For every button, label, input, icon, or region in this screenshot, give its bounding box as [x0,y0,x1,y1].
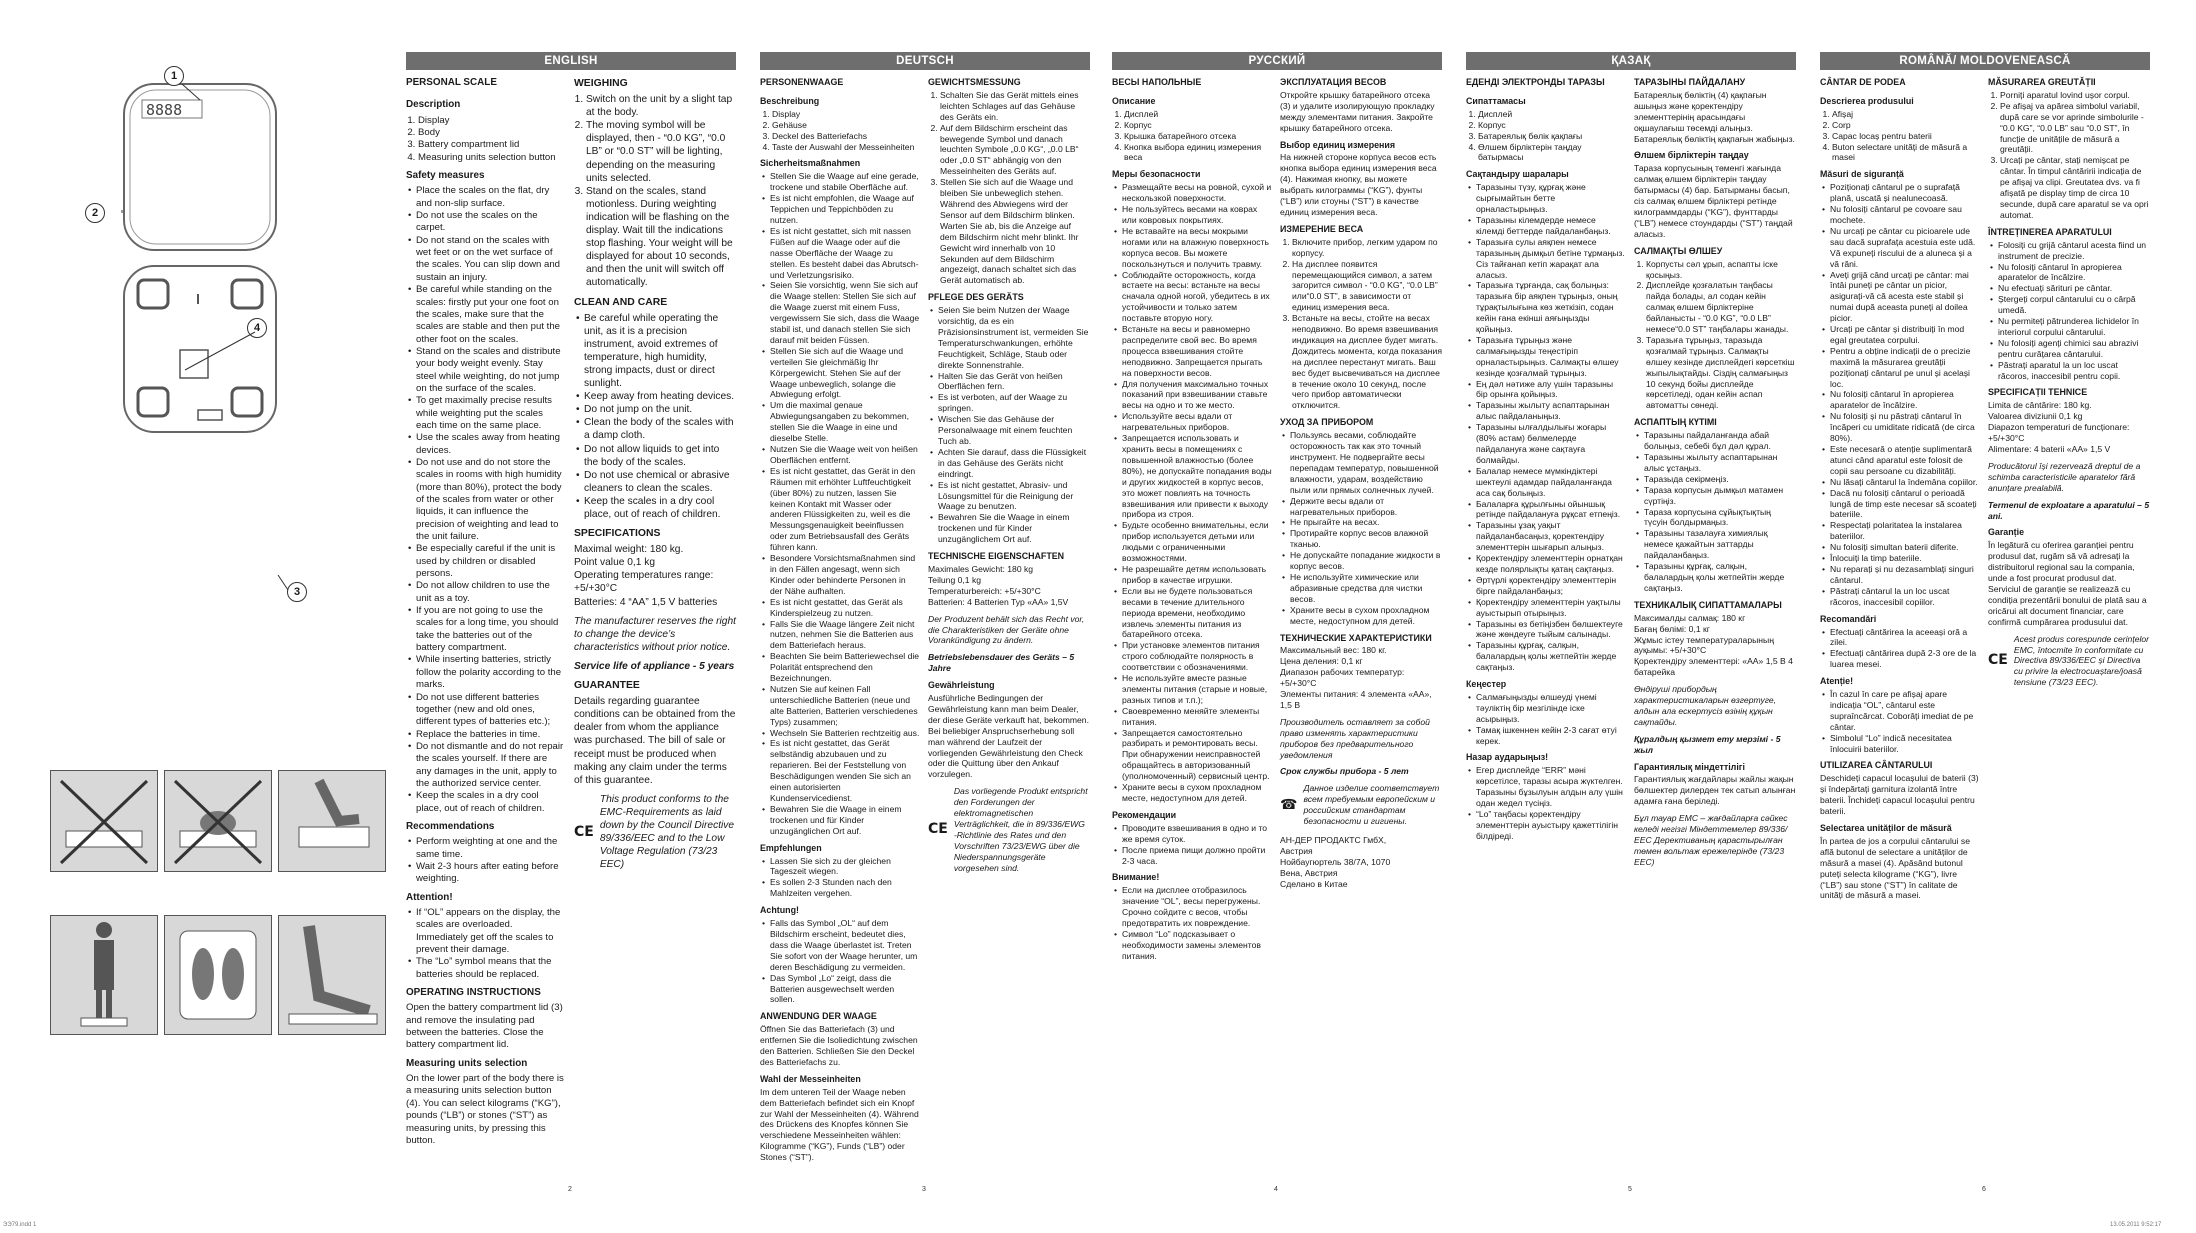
en-operating-text: Open the battery compartment lid (3) and remove the insulating pad between the batteries. Close the battery compartment lid. [406,1002,563,1051]
header-english: ENGLISH [406,52,736,70]
page-number: 2 [568,1186,572,1193]
en-spec-heading: SPECIFICATIONS [574,528,661,540]
page-number: 4 [1274,1186,1278,1193]
russian-col-2: ЭКСПЛУАТАЦИЯ ВЕСОВ Откройте крышку батарейного отсека (3) и удалите изолирующую прокладку между элементами питания. Закройте крышку батарейного отсека. Выбор единиц измерения На нижней стороне корпуса весов есть кнопка выбора единиц измерения веса (4). Нажимая кнопку, вы можете выбрать килограммы (“KG”), фунты (“LB”) или стоуны (“ST”) в качестве единиц измерения веса. ИЗМЕРЕНИЕ ВЕСА 1. Включите прибор, легким ударом по корпусу. 2. На дисплее появится перемещающийся символ, а затем загорится символ - “0.0 KG”, “0.0 LB” или“0.0 ST”, в зависимости от единиц измерения веса. 3. Встаньте на весы, стойте на весах неподвижно. Во время взвешивания индикация на дисплее будет мигать. Дождитесь момента, когда показания на дисплее перестанут мигать. Ваш вес будет высвечиваться на дисплее в течение около 10 секунд, после чего прибор автоматически отключится. УХОД ЗА ПРИБОРОМ • Пользуясь весами, соблюдайте осторожность так как это точный инструмент. Не подвергайте весы перепадам температур, повышенной влажности, ударам, воздействию пыли или прямых солнечных лучей. • Держите весы вдали от нагревательных приборов. • Не прыгайте на весах. • Протирайте корпус весов влажной тканью. • Не допускайте попадание жидкости в корпус весов. • Не используйте химические или абразивные средства для чистки весов. • Храните весы в сухом прохладном месте, недоступном для детей. ТЕХНИЧЕСКИЕ ХАРАКТЕРИСТИКИ Максимальный вес: 180 кг. Цена деления: 0,1 кг Диапазон рабочих температур: +5/+30°C Элементы питания: 4 элемента «AA», 1,5 В Производитель оставляет за собой право изменять характеристики приборов без предварительного уведомления Срок службы прибора - 5 лет ☎ Данное изделие соответствует всем требуемым европейским и российским стандартам безопасности и гигиены. АН-ДЕР ПРОДАКТС ГмбХ, Австрия Нойбаугюртель 38/7А, 1070 Вена, Австрия Сделано в Китае [1280,77,1442,890]
ce-mark-icon: CE [1988,652,2008,669]
header-russian: РУССКИЙ [1112,52,1442,70]
en-weighing-heading: WEIGHING [574,78,628,89]
page-number: 3 [922,1186,926,1193]
de-title: PERSONENWAAGE [760,77,844,87]
footer-left: ЭЭ79.indd 1 [3,1222,37,1228]
callout-3: 3 [287,582,307,602]
russian-col-1: ВЕСЫ НАПОЛЬНЫЕ Описание 1. Дисплей 2. Корпус 3. Крышка батарейного отсека 4. Кнопка выбора единиц измерения веса Меры безопасности • Размещайте весы на ровной, сухой и нескользкой поверхности. • Не пользуйтесь весами на коврах или ковровых покрытиях. • Не вставайте на весы мокрыми ногами или на влажную поверхность корпуса весов. Вы можете поскользнуться и получить травму. • Соблюдайте осторожность, когда встаете на весы: встаньте на весы сначала одной ногой, убедитесь в их устойчивости и только затем поставьте вторую ногу. • Встаньте на весы и равномерно распределите свой вес. Во время процесса взвешивания стойте неподвижно. Запрещается прыгать на поверхности весов. • Для получения максимально точных показаний при взвешивании ставьте весы на одно и то же место. • Используйте весы вдали от нагревательных приборов. • Запрещается использовать и хранить весы в помещениях с повышенной влажностью (более 80%), не допускайте попадания воды и других жидкостей в корпус весов, это может повлиять на точность взвешивания или привести к выходу прибора из строя. • Будьте особенно внимательны, если прибор используется детьми или людьми с ограниченными возможностями. • Не разрешайте детям использовать прибор в качестве игрушки. • Если вы не будете пользоваться весами в течение длительного периода времени, необходимо извлечь элементы питания из батарейного отсека. • При установке элементов питания строго соблюдайте полярность в соответствии с обозначениями. • Не используйте вместе разные элементы питания (старые и новые, разных типов и т.п.); • Своевременно меняйте элементы питания. • Запрещается самостоятельно разбирать и ремонтировать весы. При обнаружении неисправностей обращайтесь в авторизованный (уполномоченный) сервисный центр. • Храните весы в сухом прохладном месте, недоступном для детей. Рекомендации • Проводите взвешивания в одно и то же время суток. • После приема пищи должно пройти 2-3 часа. Внимание! • Если на дисплее отобразилось значение “OL”, весы перегружены. Срочно сойдите с весов, чтобы предотвратить их повреждение. • Символ “Lo” подсказывает о необходимости замены элементов питания. [1112,77,1272,968]
foot-step-pictogram [278,915,386,1035]
en-safety-list: • Place the scales on the flat, dry and non-slip surface. • Do not use the scales on the carpet. • Do not stand on the scales with wet feet or on the wet surface of the scales. You can slip down and sustain an injury. • Be careful while standing on the scales: firstly put your one foot on the scales, make sure that the scales are stable and then put the other foot on the scales. • Stand on the scales and distribute your body weight evenly. Stay steel while weighting, do not jump on the surface of the scales. • To get maximally precise results while weighting put the scales each time on the same place. • Use the scales away from heating devices. • Do not use and do not store the scales in rooms with high humidity (more than 80%), protect the body of the scales from water or other liquids, it can influence the precision of weighting and lead to the unit failure. • Be especially careful if the unit is used by children or disabled persons. • Do not allow children to use the unit as a toy. • If you are not going to use the scales for a long time, you should take the batteries out of the battery compartment. • While inserting batteries, strictly follow the polarity according to the marks. • Do not use different batteries together (new and old ones, different types of batteries etc.); • Replace the batteries in time. • Do not dismantle and do not repair the scales yourself. If there are any damages in the unit, apply to the authorized service center. • Keep the scales in a dry cool place, out of reach of children. [406,185,564,815]
en-rec-heading: Recommendations [406,820,495,832]
deutsch-col-2: GEWICHTSMESSUNG 1. Schalten Sie das Gerät mittels eines leichten Schlages auf das Gehäuse des Geräts ein. 2. Auf dem Bildschirm erscheint das bewegende Symbol und danach leuchten Symbole „0.0 KG“, „0.0 LB“ oder „0.0 ST“ abhängig von den Messeinheiten des Geräts auf. 3. Stellen Sie sich auf die Waage und bleiben Sie unbeweglich stehen. Während des Abwiegens wird der Sensor auf dem Bildschirm blinken. Warten Sie ab, bis die Anzeige auf dem Bildschirm nicht mehr blinkt. Ihr Gewicht wird innerhalb von 10 Sekunden auf dem Bildschirm angezeigt, danach schaltet sich das Gerät automatisch ab. PFLEGE DES GERÄTS • Seien Sie beim Nutzen der Waage vorsichtig, da es ein Präzisionsinstrument ist, vermeiden Sie Temperaturschwankungen, erhöhte Feuchtigkeit, Schläge, Staub oder direkte Sonnenstrahle. • Halten Sie das Gerät von heißen Oberflächen fern. • Es ist verboten, auf der Waage zu springen. • Wischen Sie das Gehäuse der Personalwaage mit einem feuchten Tuch ab. • Achten Sie darauf, dass die Flüssigkeit in das Gehäuse des Geräts nicht eindringt. • Es ist nicht gestattet, Abrasiv- und Lösungsmittel für die Reinigung der Waage zu benutzen. • Bewahren Sie die Waage in einem trockenen und für Kinder unzugänglichem Ort auf. TECHNISCHE EIGENSCHAFTEN Maximales Gewicht: 180 kg Teilung 0,1 kg Temperaturbereich: +5/+30°C Batterien: 4 Batterien Typ «AA» 1,5V Der Produzent behält sich das Recht vor, die Charakteristiken der Geräte ohne Vorankündigung zu ändern. Betriebslebensdauer des Geräts – 5 Jahre Gewährleistung Ausführliche Bedingungen der Gewährleistung kann man beim Dealer, der diese Geräte verkauft hat, bekommen. Bei beliebiger Anspruchserhebung soll man während der Laufzeit der vorliegenden Gewährleistung den Check oder die Quittung über den Ankauf vorzulegen. CE Das vorliegende Produkt entspricht den Forderungen der elektromagnetischen Verträglichkeit, die in 89/336/EWG -Richtlinie des Rates und den Vorschriften 73/23/EWG über die Niederspannungsgeräte vorgesehen sind. [928,77,1090,874]
leader-lines [100,70,300,610]
en-guarantee-heading: GUARANTEE [574,680,640,692]
footer-right: 13.05.2011 9:52:17 [2110,1222,2162,1228]
callout-2: 2 [85,203,105,223]
feet-on-scale-pictogram [278,770,386,872]
en-desc-heading: Description [406,99,461,111]
illustration-page [0,0,301,1233]
header-deutsch: DEUTSCH [760,52,1090,70]
ce-mark-icon: CE [574,823,594,840]
ce-mark-icon: CE [928,821,948,838]
kazakh-col-2: ТАРАЗЫНЫ ПАЙДАЛАНУ Батареялық бөліктің (4) қақпағын ашыңыз және қоректендіру элементтерінің арасындағы оқшаулағыш төсемді алыңыз. Батареялық бөліктің қақпағын жабыңыз. Өлшем бірліктерін таңдау Тараза корпусының төменгі жағында салмақ өлшем бірліктерін таңдау батырмасы (4) бар. Батырманы басып, сіз салмақ өлшем бірліктері ретінде килограммдарды (“KG”), фунттарды (“LB”) немесе стоундарды (“ST”) таңдай аласыз. САЛМАҚТЫ ӨЛШЕУ 1. Корпусты сәл ұрып, аспапты іске қосыңыз. 2. Дисплейде қозғалатын таңбасы пайда болады, ал содан кейін салмақ өлшем бірліктеріне байланысты - “0.0 KG”, “0.0 LB” немесе“0.0 ST” таңбалары жанады. 3. Таразыға тұрыңыз, таразыда қозғалмай тұрыңыз. Салмақты өлшеу кезінде дисплейдегі көрсеткіш жыпылықтайды. Сіздің салмағыңыз 10 секунд бойы дисплейде көрсетіледі, одан кейін аспап автоматты сөнеді. АСПАПТЫҢ КҮТІМІ • Таразыны пайдаланғанда абай болыңыз, себебі бұл дәл құрал. • Таразыны жылыту аспаптарынан алыс ұстаңыз. • Таразыда секірмеңіз. • Тараза корпусын дымқыл матамен сүртіңіз. • Тараза корпусына сұйықтықтың түсуін болдырмаңыз. • Таразыны тазалауға химиялық немесе қажайтын заттарды пайдаланбаңыз. • Таразыны құрғақ, салқын, балалардың қолы жетпейтін жерде сақтаңыз. ТЕХНИКАЛЫҚ СИПАТТАМАЛАРЫ Максималды салмақ: 180 кг Бағаң бөлімі: 0,1 кг Жұмыс істеу температураларының ауқымы: +5/+30°C Қоректендіру элементтері: «АА» 1,5 В 4 батарейка Өндіруші прибордың характеристикаларын өзгертуге, алдын ала ескертусіз өзінің құқын сақтайды. Құралдың қызмет ету мерзімі - 5 жыл Гарантиялық міндеттілігі Гарантиялық жағдайлары жайлы жақын бөлшектер дилерден тек сатып алынған адамға ғана беріледі. Бұл тауар ЕМС – жағдайларға сәйкес келеді негізгі Міндеттемелер 89/336/ EEC Дерективаның қарастырылған төмен вольтаж ережелерінде (73/23 ЕЕС) [1634,77,1796,874]
en-care-heading: CLEAN AND CARE [574,296,668,308]
person-pictogram [50,915,158,1035]
en-service-life: Service life of appliance - 5 years [574,660,735,672]
en-desc-list: 1. Display 2. Body 3. Battery compartment lid 4. Measuring units selection button [406,115,564,164]
page-number: 6 [1982,1186,1986,1193]
en-units-heading: Measuring units selection [406,1057,528,1069]
callout-4: 4 [247,318,267,338]
en-operating-heading: OPERATING INSTRUCTIONS [406,987,541,999]
header-romanian: ROMÂNĂ/ MOLDOVENEASCĂ [1820,52,2150,70]
romanian-col-1: CÂNTAR DE PODEA Descrierea produsului 1. Afișaj 2. Corp 3. Capac locaș pentru baterii 4. Buton selectare unități de măsură a masei Măsuri de siguranță • Poziționați cântarul pe o suprafață plană, uscată și nealunecoasă. • Nu folosiți cântarul pe covoare sau mochete. • Nu urcați pe cântar cu picioarele ude sau dacă suprafața acestuia este udă. Vă expuneți riscului de a aluneca și a vă răni. • Aveți grijă când urcați pe cântar: mai întâi puneți pe cântar un picior, asigurați-vă că acesta este stabil și numai după aceasta puneți al doilea picior. • Urcați pe cântar și distribuiți în mod egal greutatea corpului. • Pentru a obține indicații de o precizie maximă la măsurarea greutății poziționați cântarul pe unul și același loc. • Nu folosiți cântarul în apropierea aparatelor de încălzire. • Nu folosiți și nu păstrați cântarul în încăperi cu umiditate ridicată (de circa 80%). • Este necesară o atenție suplimentară atunci când aparatul este folosit de copii sau persoane cu dizabilități. • Nu lăsați cântarul la îndemâna copiilor. • Dacă nu folosiți cântarul o perioadă lungă de timp este necesar să scoateți bateriile. • Respectați polaritatea la instalarea bateriilor. • Nu folosiți simultan baterii diferite. • Înlocuiți la timp bateriile. • Nu reparați și nu dezasamblați singuri cântarul. • Păstrați cântarul la un loc uscat răcoros, inaccesibil copiilor. Recomandări • Efectuați cântărirea la aceeași oră a zilei. • Efectuați cântărirea după 2-3 ore de la luarea mesei. Atenție! • În cazul în care pe afișaj apare indicația “OL”, cântarul este supraîncărcat. Coborâți imediat de pe cântar. • Simbolul “Lo” indică necesitatea înlocuirii bateriilor. UTILIZAREA CÂNTARULUI Deschideți capacul locașului de baterii (3) și îndepărtați garnitura izolantă între baterii. Închideți capacul locașului pentru baterii. Selectarea unităților de măsură În partea de jos a corpului cântarului se află butonul de selectare a unităților de măsură a masei (4). Apăsând butonul puteți selecta kilograme (“KG”), livre (“LB”) sau stone (“ST”) în calitate de unități de măsură a masei. [1820,77,1980,907]
english-col-2: WEIGHING 1. Switch on the unit by a slight tap at the body. 2. The moving symbol will be displayed, then - “0.0 KG”, “0.0 LB” or “0.0 ST” will be lighting, depending on the measuring units selected. 3. Stand on the scales, stand motionless. During weighting indication will be flashing on the display. Wait till the indications stop flashing. Your weight will be displayed for about 10 seconds, and then the unit will switch off automatically. CLEAN AND CARE • Be careful while operating the unit, as it is a precision instrument, avoid extremes of temperature, high humidity, strong impacts, dust or direct sunlight. • Keep away from heating devices. • Do not jump on the unit. • Clean the body of the scales with a damp cloth. • Do not allow liquids to get into the body of the scales. • Do not use chemical or abrasive cleaners to clean the scales. • Keep the scales in a dry cool place, out of reach of children. SPECIFICATIONS Maximal weight: 180 kg. Point value 0,1 kg Operating temperatures range: +5/+30°C Batteries: 4 “AA” 1,5 V batteries The manufacturer reserves the right to change the device’s characteristics without prior notice. Service life of appliance - 5 years GUARANTEE Details regarding guarantee conditions can be obtained from the dealer from whom the appliance was purchased. The bill of sale or receipt must be produced when making any claim under the terms of this guarantee. CE This product conforms to the EMC-Requirements as laid down by the Council Directive 89/336/EEC and to the Low Voltage Regulation (73/23 EEC) [574,77,736,871]
eac-mark-icon: ☎ [1280,796,1298,813]
kazakh-col-1: ЕДЕНДІ ЭЛЕКТРОНДЫ ТАРАЗЫ Сипаттамасы 1. Дисплей 2. Корпус 3. Батареялық бөлік қақпағы 4. Өлшем бірліктерін таңдау батырмасы Сақтандыру шаралары • Таразыны түзу, құрғақ және сырғымайтын бетте орналастырыңыз. • Таразыны кілемдерде немесе кілемді беттерде пайдаланбаңыз. • Таразыға сулы аяқпен немесе таразының дымқыл бетіне тұрмаңыз. Сіз тайғанап кетіп жарақат ала аласыз. • Таразыға тұрғанда, сақ болыңыз: таразыға бір аяқпен тұрыңыз, оның тұрақтылығына көз жеткізіп, содан кейін ғана екінші аяғыңызды қойыңыз. • Таразыға тұрыңыз және салмағыңызды теңестіріп орналастырыңыз. Салмақты өлшеу кезінде қозғалмай тұрыңыз. • Ең дәл нәтиже алу үшін таразыны бір орынға қойыңыз. • Таразыны жылыту аспаптарынан алыс пайдаланыңыз. • Таразыны ылғалдылығы жоғары (80% астам) бөлмелерде пайдалануға және сақтауға болмайды. • Балалар немесе мүмкіндіктері шектеулі адамдар пайдаланғанда аса сақ болыңыз. • Балаларға құрылғыны ойыншық ретінде пайдалануға рұқсат етпеңіз. • Таразыны ұзақ уақыт пайдаланбасаңыз, қоректендіру элементтерін шығарып алыңыз. • Қоректендіру элементтерін орнатқан кезде полярлықты қатаң сақтаңыз. • Әртүрлі қоректендіру элементтерін бірге пайдаланбаңыз; • Қоректендіру элементтерін уақтылы ауыстырып отырыңыз. • Таразыны өз бетіңізбен бөлшектеуге және жөндеуге тыйым салынады. • Таразыны құрғақ, салқын, балалардың қолы жетпейтін жерде сақтаңыз. Кеңестер • Салмағыңызды өлшеуді үнемі тәуліктің бір мезгілінде іске асырыңыз. • Тамақ ішкеннен кейін 2-3 сағат өтуі керек. Назар аударыңыз! • Егер дисплейде “ERR” мәні көрсетілсе, таразы асыра жүктелген. Таразыны бұзылуын алдын алу үшін одан жедел түсіңіз. • “Lo” таңбасы қоректендіру элементтерін ауыстыру қажеттілігін білдіреді. [1466,77,1626,848]
en-guarantee-text: Details regarding guarantee conditions can be obtained from the dealer from whom the appliance was purchased. The bill of sale or receipt must be produced when making any claim under the terms of this guarantee. [574,696,736,786]
header-kazakh: ҚАЗАҚ [1466,52,1796,70]
warning-pictogram [50,770,158,872]
en-maker-note: The manufacturer reserves the right to change the device’s characteristics without prior notice. [574,615,736,653]
en-title: PERSONAL SCALE [406,77,497,88]
en-units-text: On the lower part of the body there is a measuring units selection button (4). You can select kilograms (“KG”), pounds (“LB”) or stones (“ST”) as measuring units, by pressing this button. [406,1073,564,1146]
en-safety-heading: Safety measures [406,170,485,182]
feet-pictogram [164,915,272,1035]
english-col-1: PERSONAL SCALE Description 1. Display 2. Body 3. Battery compartment lid 4. Measuring units selection button Safety measures • Place the scales on the flat, dry and non-slip surface. • Do not use the scales on the carpet. • Do not stand on the scales with wet feet or on the wet surface of the scales. You can slip down and sustain an injury. • Be careful while standing on the scales: firstly put your one foot on the scales, make sure that the scales are stable and then put the other foot on the scales. • Stand on the scales and distribute your body weight evenly. Stay steel while weighting, do not jump on the surface of the scales. • To get maximally precise results while weighting put the scales each time on the same place. • Use the scales away from heating devices. • Do not use and do not store the scales in rooms with high humidity (more than 80%), protect the body of the scales from water or other liquids, it can influence the precision of weighting and lead to the unit failure. • Be especially careful if the unit is used by children or disabled persons. • Do not allow children to use the unit as a toy. • If you are not going to use the scales for a long time, you should take the batteries out of the battery compartment. • While inserting batteries, strictly follow the polarity according to the marks. • Do not use different batteries together (new and old ones, different types of batteries etc.); • Replace the batteries in time. • Do not dismantle and do not repair the scales yourself. If there are any damages in the unit, apply to the authorized service center. • Keep the scales in a dry cool place, out of reach of children. Recommendations • Perform weighting at one and the same time. • Wait 2-3 hours after eating before weighting. Attention! • If “OL” appears on the display, the scales are overloaded. Immediately get off the scales to prevent their damage. • The “Lo” symbol means that the batteries should be replaced. OPERATING INSTRUCTIONS Open the battery compartment lid (3) and remove the insulating pad between the batteries. Close the battery compartment lid. Measuring units selection On the lower part of the body there is a measuring units selection button (4). You can select kilograms (“KG”), pounds (“LB”) or stones (“ST”) as measuring units, by pressing this button. [406,77,564,1153]
en-ce-text: This product conforms to the EMC-Requirements as laid down by the Council Directive 89/336/EEC and to the Low Voltage Regulation (73/23 EEC) [599,793,735,871]
romanian-col-2: MĂSURAREA GREUTĂȚII 1. Porniți aparatul lovind ușor corpul. 2. Pe afișaj va apărea simbolul variabil, după care se vor aprinde simbolurile - “0.0 KG”, “0.0 LB” sau “0.0 ST”, în funcție de unitățile de măsură a greutății. 3. Urcați pe cântar, stați nemișcat pe cântar. În timpul cântăririi indicația de pe afișaj va clipi. Greutatea dvs. va fi afișată pe display timp de circa 10 secunde, după care aparatul se va opri automat. ÎNTREȚINEREA APARATULUI • Folosiți cu grijă cântarul acesta fiind un instrument de precizie. • Nu folosiți cântarul în apropierea aparatelor de încălzire. • Nu efectuați sărituri pe cântar. • Ștergeți corpul cântarului cu o cârpă umedă. • Nu permiteți pătrunderea lichidelor în interiorul corpului cântarului. • Nu folosiți agenți chimici sau abrazivi pentru curățarea cântarului. • Păstrați aparatul la un loc uscat răcoros, inaccesibil pentru copii. SPECIFICAȚII TEHNICE Limita de cântărire: 180 kg. Valoarea diviziunii 0,1 kg Diapazon temperaturi de funcționare: +5/+30°C Alimentare: 4 baterii «AA» 1,5 V Producătorul își rezervează dreptul de a schimba caracteristicile aparatelor fără anunțare prealabilă. Termenul de exploatare a aparatului – 5 ani. Garanție În legătură cu oferirea garanției pentru produsul dat, rugăm să vă adresați la distribuitorul regional sau la compania, unde a fost procurat produsul dat. Serviciul de garanție se realizează cu condiția prezentării bonului de plată sau a oricărui alt document financiar, care confirmă cumpărarea produsului dat. CE Acest produs corespunde cerințelor EMC, întocmite în conformitate cu Directiva 89/336/EEC și Directiva cu privire la electrocuaștare/joasă tensiune (73/23 EEC). [1988,77,2150,688]
svg-text:8888: 8888 [146,101,183,119]
callout-1: 1 [164,66,184,86]
en-attention-heading: Attention! [406,891,453,903]
deutsch-col-1: PERSONENWAAGE Beschreibung 1. Display 2. Gehäuse 3. Deckel des Batteriefachs 4. Taste der Auswahl der Messeinheiten Sicherheitsmaßnahmen • Stellen Sie die Waage auf eine gerade, trockene und stabile Oberfläche auf. • Es ist nicht empfohlen, die Waage auf Teppichen und Teppichböden zu nutzen. • Es ist nicht gestattet, sich mit nassen Füßen auf die Waage oder auf die nasse Oberfläche der Waage zu stellen. Es besteht dabei das Abrutsch- und Verletzungsrisiko. • Seien Sie vorsichtig, wenn Sie sich auf die Waage stellen: Stellen Sie sich auf die Waage zuerst mit einem Fuss, vergewissern Sie sich, dass die Waage stabil ist, und danach stellen Sie sich darauf mit beiden Füssen. • Stellen Sie sich auf die Waage und verteilen Sie gleichmäßig Ihr Körpergewicht. Stehen Sie auf der Waage unbeweglich, solange die Abwiegung erfolgt. • Um die maximal genaue Abwiegungsangaben zu bekommen, stellen Sie die Waage in eine und dieselbe Stelle. • Nutzen Sie die Waage weit von heißen Oberflächen entfernt. • Es ist nicht gestattet, das Gerät in den Räumen mit erhöhter Luftfeuchtigkeit (über 80%) zu nutzen, lassen Sie keinen Kontakt mit Wasser oder anderen Flüssigkeiten zu, weil es die Messungsgenauigkeit beeinflussen oder zum Betriebsausfall des Geräts führen kann. • Besondere Vorsichtsmaßnahmen sind in den Fällen angesagt, wenn sich Kinder oder behinderte Personen in der Nähe aufhalten. • Es ist nicht gestattet, das Gerät als Kinderspielzeug zu nutzen. • Falls Sie die Waage längere Zeit nicht nutzen, nehmen Sie die Batterien aus dem Batteriefach heraus. • Beachten Sie beim Batteriewechsel die Polarität entsprechend den Bezeichnungen. • Nutzen Sie auf keinen Fall unterschiedliche Batterien (neue und alte Batterien, Batterien verschiedenes Typs) zusammen; • Wechseln Sie Batterien rechtzeitig aus. • Es ist nicht gestattet, das Gerät selbständig abzubauen und zu reparieren. Bei der Feststellung von Beschädigungen wenden Sie sich an einen autorisierten Kundenservicedienst. • Bewahren Sie die Waage in einem trockenen und für Kinder unzugänglichen Ort auf. Empfehlungen • Lassen Sie sich zu der gleichen Tageszeit wiegen. • Es sollen 2-3 Stunden nach den Mahlzeiten vergehen. Achtung! • Falls das Symbol „OL“ auf dem Bildschirm erscheint, bedeutet dies, dass die Waage überlastet ist. Treten Sie sofort von der Waage herunter, um deren Beschädigung zu vermeiden. • Das Symbol „Lo“ zeigt, dass die Batterien ausgewechselt werden sollen. ANWENDUNG DER WAAGE Öffnen Sie das Batteriefach (3) und entfernen Sie die Isoliedichtung zwischen den Batterien. Schließen Sie den Deckel des Batteriefachs zu. Wahl der Messeinheiten Im dem unteren Teil der Waage neben dem Batteriefach befindet sich ein Knopf zur Wahl der Messeinheiten (4). Während des Drückens des Knopfes können Sie verschiedene Messeinheiten wählen: Kilogramme (“KG”), Funds (“LB”) oder Stones (“ST”). [760,77,920,1169]
page-number: 5 [1628,1186,1632,1193]
warning-pictogram [164,770,272,872]
